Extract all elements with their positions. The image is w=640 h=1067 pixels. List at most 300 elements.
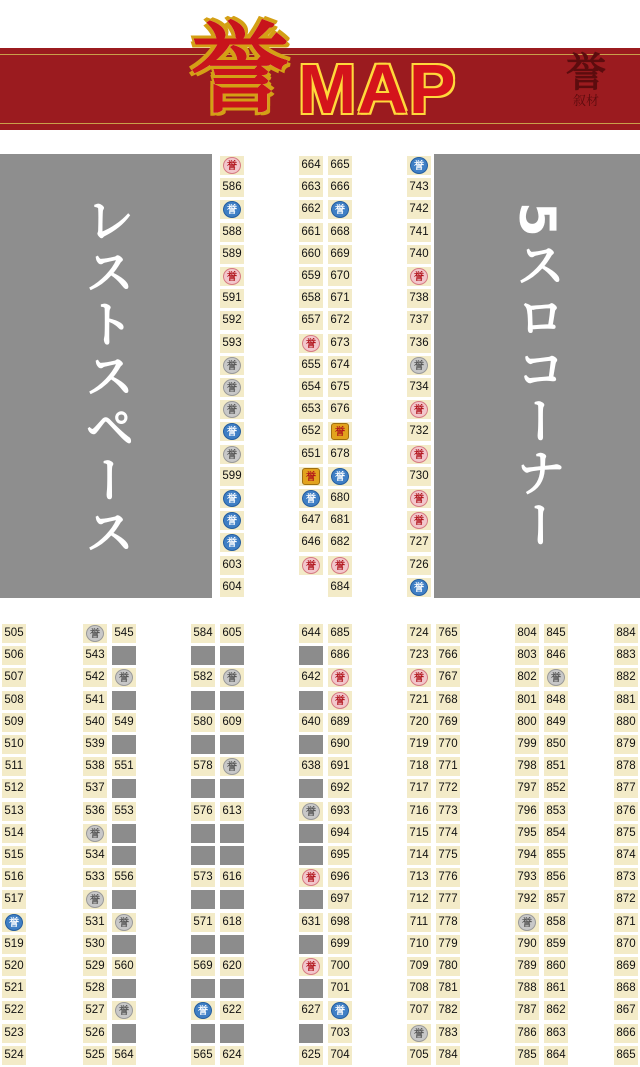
machine-571[interactable]: 571 xyxy=(191,913,215,932)
red-badge-icon[interactable] xyxy=(328,691,352,710)
machine-642[interactable]: 642 xyxy=(299,668,323,687)
machine-803[interactable]: 803 xyxy=(515,646,539,665)
machine-658[interactable]: 658 xyxy=(299,289,323,308)
silver-badge-icon[interactable] xyxy=(112,668,136,687)
red-badge-icon[interactable] xyxy=(299,957,323,976)
machine-508[interactable]: 508 xyxy=(2,691,26,710)
machine-526[interactable]: 526 xyxy=(83,1024,107,1043)
machine-516[interactable]: 516 xyxy=(2,868,26,887)
machine-651[interactable]: 651 xyxy=(299,445,323,464)
machine-514[interactable]: 514 xyxy=(2,824,26,843)
machine-778[interactable]: 778 xyxy=(436,913,460,932)
machine-713[interactable]: 713 xyxy=(407,868,431,887)
machine-795[interactable]: 795 xyxy=(515,824,539,843)
machine-660[interactable]: 660 xyxy=(299,245,323,264)
machine-784[interactable]: 784 xyxy=(436,1046,460,1065)
machine-779[interactable]: 779 xyxy=(436,935,460,954)
machine-704[interactable]: 704 xyxy=(328,1046,352,1065)
machine-797[interactable]: 797 xyxy=(515,779,539,798)
machine-867[interactable]: 867 xyxy=(614,1001,638,1020)
machine-527[interactable]: 527 xyxy=(83,1001,107,1020)
machine-695[interactable]: 695 xyxy=(328,846,352,865)
silver-badge-icon[interactable] xyxy=(83,624,107,643)
machine-789[interactable]: 789 xyxy=(515,957,539,976)
machine-673[interactable]: 673 xyxy=(328,334,352,353)
machine-652[interactable]: 652 xyxy=(299,422,323,441)
machine-798[interactable]: 798 xyxy=(515,757,539,776)
machine-644[interactable]: 644 xyxy=(299,624,323,643)
machine-707[interactable]: 707 xyxy=(407,1001,431,1020)
machine-672[interactable]: 672 xyxy=(328,311,352,330)
machine-528[interactable]: 528 xyxy=(83,979,107,998)
machine-715[interactable]: 715 xyxy=(407,824,431,843)
machine-509[interactable]: 509 xyxy=(2,713,26,732)
machine-560[interactable]: 560 xyxy=(112,957,136,976)
machine-877[interactable]: 877 xyxy=(614,779,638,798)
blue-badge-icon[interactable] xyxy=(407,578,431,597)
red-badge-icon[interactable] xyxy=(407,668,431,687)
machine-794[interactable]: 794 xyxy=(515,846,539,865)
machine-768[interactable]: 768 xyxy=(436,691,460,710)
machine-666[interactable]: 666 xyxy=(328,178,352,197)
machine-678[interactable]: 678 xyxy=(328,445,352,464)
machine-793[interactable]: 793 xyxy=(515,868,539,887)
silver-badge-icon[interactable] xyxy=(112,913,136,932)
machine-510[interactable]: 510 xyxy=(2,735,26,754)
machine-854[interactable]: 854 xyxy=(544,824,568,843)
machine-882[interactable]: 882 xyxy=(614,668,638,687)
machine-680[interactable]: 680 xyxy=(328,489,352,508)
machine-697[interactable]: 697 xyxy=(328,890,352,909)
machine-712[interactable]: 712 xyxy=(407,890,431,909)
red-badge-icon[interactable] xyxy=(407,489,431,508)
stamp-kanji: 誉 xyxy=(566,49,606,96)
machine-684[interactable]: 684 xyxy=(328,578,352,597)
machine-529[interactable]: 529 xyxy=(83,957,107,976)
machine-696[interactable]: 696 xyxy=(328,868,352,887)
machine-699[interactable]: 699 xyxy=(328,935,352,954)
machine-653[interactable]: 653 xyxy=(299,400,323,419)
machine-692[interactable]: 692 xyxy=(328,779,352,798)
machine-734[interactable]: 734 xyxy=(407,378,431,397)
machine-846[interactable]: 846 xyxy=(544,646,568,665)
homare-badge-icon: 誉 xyxy=(331,468,349,485)
machine-775[interactable]: 775 xyxy=(436,846,460,865)
machine-584[interactable]: 584 xyxy=(191,624,215,643)
machine-513[interactable]: 513 xyxy=(2,802,26,821)
machine-766[interactable]: 766 xyxy=(436,646,460,665)
machine-710[interactable]: 710 xyxy=(407,935,431,954)
machine-865[interactable]: 865 xyxy=(614,1046,638,1065)
machine-519[interactable]: 519 xyxy=(2,935,26,954)
machine-646[interactable]: 646 xyxy=(299,533,323,552)
machine-861[interactable]: 861 xyxy=(544,979,568,998)
machine-689[interactable]: 689 xyxy=(328,713,352,732)
empty-slot xyxy=(112,735,136,754)
machine-724[interactable]: 724 xyxy=(407,624,431,643)
machine-719[interactable]: 719 xyxy=(407,735,431,754)
machine-586[interactable]: 586 xyxy=(220,178,244,197)
gold-badge-icon[interactable] xyxy=(328,422,352,441)
machine-655[interactable]: 655 xyxy=(299,356,323,375)
machine-686[interactable]: 686 xyxy=(328,646,352,665)
machine-855[interactable]: 855 xyxy=(544,846,568,865)
machine-862[interactable]: 862 xyxy=(544,1001,568,1020)
machine-530[interactable]: 530 xyxy=(83,935,107,954)
machine-774[interactable]: 774 xyxy=(436,824,460,843)
machine-783[interactable]: 783 xyxy=(436,1024,460,1043)
machine-674[interactable]: 674 xyxy=(328,356,352,375)
machine-871[interactable]: 871 xyxy=(614,913,638,932)
machine-542[interactable]: 542 xyxy=(83,668,107,687)
machine-864[interactable]: 864 xyxy=(544,1046,568,1065)
machine-852[interactable]: 852 xyxy=(544,779,568,798)
machine-742[interactable]: 742 xyxy=(407,200,431,219)
machine-681[interactable]: 681 xyxy=(328,511,352,530)
silver-badge-icon[interactable] xyxy=(220,757,244,776)
homare-badge-icon: 誉 xyxy=(410,669,428,686)
machine-507[interactable]: 507 xyxy=(2,668,26,687)
machine-804[interactable]: 804 xyxy=(515,624,539,643)
machine-785[interactable]: 785 xyxy=(515,1046,539,1065)
homare-badge-icon: 誉 xyxy=(223,401,241,418)
machine-743[interactable]: 743 xyxy=(407,178,431,197)
machine-580[interactable]: 580 xyxy=(191,713,215,732)
machine-792[interactable]: 792 xyxy=(515,890,539,909)
machine-860[interactable]: 860 xyxy=(544,957,568,976)
machine-736[interactable]: 736 xyxy=(407,334,431,353)
homare-badge-icon: 誉 xyxy=(410,579,428,596)
machine-671[interactable]: 671 xyxy=(328,289,352,308)
machine-765[interactable]: 765 xyxy=(436,624,460,643)
machine-767[interactable]: 767 xyxy=(436,668,460,687)
machine-663[interactable]: 663 xyxy=(299,178,323,197)
machine-780[interactable]: 780 xyxy=(436,957,460,976)
blue-badge-icon[interactable] xyxy=(328,467,352,486)
machine-777[interactable]: 777 xyxy=(436,890,460,909)
machine-781[interactable]: 781 xyxy=(436,979,460,998)
machine-618[interactable]: 618 xyxy=(220,913,244,932)
machine-853[interactable]: 853 xyxy=(544,802,568,821)
red-badge-icon[interactable] xyxy=(407,267,431,286)
red-badge-icon[interactable] xyxy=(299,556,323,575)
machine-549[interactable]: 549 xyxy=(112,713,136,732)
machine-796[interactable]: 796 xyxy=(515,802,539,821)
machine-884[interactable]: 884 xyxy=(614,624,638,643)
machine-543[interactable]: 543 xyxy=(83,646,107,665)
machine-670[interactable]: 670 xyxy=(328,267,352,286)
machine-709[interactable]: 709 xyxy=(407,957,431,976)
machine-875[interactable]: 875 xyxy=(614,824,638,843)
blue-badge-icon[interactable] xyxy=(328,1001,352,1020)
machine-741[interactable]: 741 xyxy=(407,223,431,242)
homare-badge-icon: 誉 xyxy=(86,891,104,908)
machine-721[interactable]: 721 xyxy=(407,691,431,710)
machine-776[interactable]: 776 xyxy=(436,868,460,887)
machine-624[interactable]: 624 xyxy=(220,1046,244,1065)
machine-849[interactable]: 849 xyxy=(544,713,568,732)
machine-657[interactable]: 657 xyxy=(299,311,323,330)
machine-708[interactable]: 708 xyxy=(407,979,431,998)
machine-868[interactable]: 868 xyxy=(614,979,638,998)
machine-592[interactable]: 592 xyxy=(220,311,244,330)
machine-625[interactable]: 625 xyxy=(299,1046,323,1065)
machine-773[interactable]: 773 xyxy=(436,802,460,821)
machine-723[interactable]: 723 xyxy=(407,646,431,665)
machine-873[interactable]: 873 xyxy=(614,868,638,887)
silver-badge-icon[interactable] xyxy=(220,378,244,397)
machine-538[interactable]: 538 xyxy=(83,757,107,776)
homare-badge-icon: 誉 xyxy=(410,1025,428,1042)
machine-870[interactable]: 870 xyxy=(614,935,638,954)
machine-553[interactable]: 553 xyxy=(112,802,136,821)
machine-664[interactable]: 664 xyxy=(299,156,323,175)
machine-705[interactable]: 705 xyxy=(407,1046,431,1065)
machine-564[interactable]: 564 xyxy=(112,1046,136,1065)
machine-880[interactable]: 880 xyxy=(614,713,638,732)
silver-badge-icon[interactable] xyxy=(220,445,244,464)
machine-588[interactable]: 588 xyxy=(220,223,244,242)
machine-593[interactable]: 593 xyxy=(220,334,244,353)
machine-726[interactable]: 726 xyxy=(407,556,431,575)
machine-565[interactable]: 565 xyxy=(191,1046,215,1065)
machine-582[interactable]: 582 xyxy=(191,668,215,687)
machine-859[interactable]: 859 xyxy=(544,935,568,954)
machine-858[interactable]: 858 xyxy=(544,913,568,932)
machine-772[interactable]: 772 xyxy=(436,779,460,798)
machine-675[interactable]: 675 xyxy=(328,378,352,397)
machine-876[interactable]: 876 xyxy=(614,802,638,821)
empty-slot xyxy=(220,779,244,798)
blue-badge-icon[interactable] xyxy=(220,422,244,441)
machine-533[interactable]: 533 xyxy=(83,868,107,887)
silver-badge-icon[interactable] xyxy=(83,890,107,909)
machine-631[interactable]: 631 xyxy=(299,913,323,932)
machine-603[interactable]: 603 xyxy=(220,556,244,575)
silver-badge-icon[interactable] xyxy=(299,802,323,821)
homare-badge-icon: 誉 xyxy=(410,157,428,174)
machine-511[interactable]: 511 xyxy=(2,757,26,776)
machine-647[interactable]: 647 xyxy=(299,511,323,530)
machine-517[interactable]: 517 xyxy=(2,890,26,909)
empty-slot xyxy=(220,1024,244,1043)
machine-770[interactable]: 770 xyxy=(436,735,460,754)
blue-badge-icon[interactable] xyxy=(299,489,323,508)
machine-694[interactable]: 694 xyxy=(328,824,352,843)
red-badge-icon[interactable] xyxy=(220,267,244,286)
machine-771[interactable]: 771 xyxy=(436,757,460,776)
slot-corner-area xyxy=(434,154,640,598)
machine-866[interactable]: 866 xyxy=(614,1024,638,1043)
machine-609[interactable]: 609 xyxy=(220,713,244,732)
machine-786[interactable]: 786 xyxy=(515,1024,539,1043)
machine-616[interactable]: 616 xyxy=(220,868,244,887)
machine-613[interactable]: 613 xyxy=(220,802,244,821)
machine-801[interactable]: 801 xyxy=(515,691,539,710)
machine-703[interactable]: 703 xyxy=(328,1024,352,1043)
machine-848[interactable]: 848 xyxy=(544,691,568,710)
blue-badge-icon[interactable] xyxy=(220,533,244,552)
machine-640[interactable]: 640 xyxy=(299,713,323,732)
machine-536[interactable]: 536 xyxy=(83,802,107,821)
empty-slot xyxy=(112,846,136,865)
machine-850[interactable]: 850 xyxy=(544,735,568,754)
silver-badge-icon[interactable] xyxy=(515,913,539,932)
machine-520[interactable]: 520 xyxy=(2,957,26,976)
machine-525[interactable]: 525 xyxy=(83,1046,107,1065)
machine-521[interactable]: 521 xyxy=(2,979,26,998)
machine-788[interactable]: 788 xyxy=(515,979,539,998)
machine-737[interactable]: 737 xyxy=(407,311,431,330)
machine-654[interactable]: 654 xyxy=(299,378,323,397)
machine-622[interactable]: 622 xyxy=(220,1001,244,1020)
silver-badge-icon[interactable] xyxy=(83,824,107,843)
machine-693[interactable]: 693 xyxy=(328,802,352,821)
gold-badge-icon[interactable] xyxy=(299,467,323,486)
machine-523[interactable]: 523 xyxy=(2,1024,26,1043)
silver-badge-icon[interactable] xyxy=(220,668,244,687)
machine-883[interactable]: 883 xyxy=(614,646,638,665)
homare-badge-icon: 誉 xyxy=(86,825,104,842)
machine-506[interactable]: 506 xyxy=(2,646,26,665)
machine-878[interactable]: 878 xyxy=(614,757,638,776)
silver-badge-icon[interactable] xyxy=(220,356,244,375)
machine-524[interactable]: 524 xyxy=(2,1046,26,1065)
red-badge-icon[interactable] xyxy=(407,445,431,464)
machine-545[interactable]: 545 xyxy=(112,624,136,643)
machine-576[interactable]: 576 xyxy=(191,802,215,821)
machine-720[interactable]: 720 xyxy=(407,713,431,732)
machine-691[interactable]: 691 xyxy=(328,757,352,776)
machine-787[interactable]: 787 xyxy=(515,1001,539,1020)
machine-505[interactable]: 505 xyxy=(2,624,26,643)
machine-556[interactable]: 556 xyxy=(112,868,136,887)
machine-700[interactable]: 700 xyxy=(328,957,352,976)
machine-591[interactable]: 591 xyxy=(220,289,244,308)
machine-690[interactable]: 690 xyxy=(328,735,352,754)
machine-701[interactable]: 701 xyxy=(328,979,352,998)
machine-540[interactable]: 540 xyxy=(83,713,107,732)
red-badge-icon[interactable] xyxy=(299,868,323,887)
machine-573[interactable]: 573 xyxy=(191,868,215,887)
red-badge-icon[interactable] xyxy=(328,668,352,687)
machine-682[interactable]: 682 xyxy=(328,533,352,552)
silver-badge-icon[interactable] xyxy=(407,1024,431,1043)
machine-665[interactable]: 665 xyxy=(328,156,352,175)
machine-881[interactable]: 881 xyxy=(614,691,638,710)
machine-638[interactable]: 638 xyxy=(299,757,323,776)
machine-541[interactable]: 541 xyxy=(83,691,107,710)
machine-534[interactable]: 534 xyxy=(83,846,107,865)
machine-537[interactable]: 537 xyxy=(83,779,107,798)
machine-604[interactable]: 604 xyxy=(220,578,244,597)
blue-badge-icon[interactable] xyxy=(220,511,244,530)
machine-717[interactable]: 717 xyxy=(407,779,431,798)
machine-782[interactable]: 782 xyxy=(436,1001,460,1020)
machine-522[interactable]: 522 xyxy=(2,1001,26,1020)
machine-863[interactable]: 863 xyxy=(544,1024,568,1043)
red-badge-icon[interactable] xyxy=(407,511,431,530)
machine-711[interactable]: 711 xyxy=(407,913,431,932)
machine-845[interactable]: 845 xyxy=(544,624,568,643)
empty-slot xyxy=(220,691,244,710)
machine-714[interactable]: 714 xyxy=(407,846,431,865)
machine-802[interactable]: 802 xyxy=(515,668,539,687)
machine-790[interactable]: 790 xyxy=(515,935,539,954)
machine-669[interactable]: 669 xyxy=(328,245,352,264)
silver-badge-icon[interactable] xyxy=(544,668,568,687)
machine-872[interactable]: 872 xyxy=(614,890,638,909)
empty-slot xyxy=(299,824,323,843)
machine-531[interactable]: 531 xyxy=(83,913,107,932)
machine-769[interactable]: 769 xyxy=(436,713,460,732)
red-badge-icon[interactable] xyxy=(407,400,431,419)
machine-800[interactable]: 800 xyxy=(515,713,539,732)
machine-551[interactable]: 551 xyxy=(112,757,136,776)
machine-799[interactable]: 799 xyxy=(515,735,539,754)
red-badge-icon[interactable] xyxy=(328,556,352,575)
machine-539[interactable]: 539 xyxy=(83,735,107,754)
machine-869[interactable]: 869 xyxy=(614,957,638,976)
machine-569[interactable]: 569 xyxy=(191,957,215,976)
machine-727[interactable]: 727 xyxy=(407,533,431,552)
machine-856[interactable]: 856 xyxy=(544,868,568,887)
blue-badge-icon[interactable] xyxy=(220,200,244,219)
machine-668[interactable]: 668 xyxy=(328,223,352,242)
machine-685[interactable]: 685 xyxy=(328,624,352,643)
machine-730[interactable]: 730 xyxy=(407,467,431,486)
empty-slot xyxy=(299,691,323,710)
machine-851[interactable]: 851 xyxy=(544,757,568,776)
machine-662[interactable]: 662 xyxy=(299,200,323,219)
red-badge-icon[interactable] xyxy=(299,334,323,353)
machine-578[interactable]: 578 xyxy=(191,757,215,776)
machine-716[interactable]: 716 xyxy=(407,802,431,821)
machine-661[interactable]: 661 xyxy=(299,223,323,242)
silver-badge-icon[interactable] xyxy=(407,356,431,375)
empty-slot xyxy=(220,935,244,954)
machine-879[interactable]: 879 xyxy=(614,735,638,754)
blue-badge-icon[interactable] xyxy=(2,913,26,932)
machine-599[interactable]: 599 xyxy=(220,467,244,486)
machine-589[interactable]: 589 xyxy=(220,245,244,264)
machine-620[interactable]: 620 xyxy=(220,957,244,976)
machine-732[interactable]: 732 xyxy=(407,422,431,441)
machine-718[interactable]: 718 xyxy=(407,757,431,776)
silver-badge-icon[interactable] xyxy=(220,400,244,419)
machine-857[interactable]: 857 xyxy=(544,890,568,909)
machine-515[interactable]: 515 xyxy=(2,846,26,865)
machine-740[interactable]: 740 xyxy=(407,245,431,264)
empty-slot xyxy=(191,890,215,909)
machine-738[interactable]: 738 xyxy=(407,289,431,308)
machine-627[interactable]: 627 xyxy=(299,1001,323,1020)
machine-676[interactable]: 676 xyxy=(328,400,352,419)
machine-874[interactable]: 874 xyxy=(614,846,638,865)
red-badge-icon[interactable] xyxy=(220,156,244,175)
empty-slot xyxy=(191,979,215,998)
machine-512[interactable]: 512 xyxy=(2,779,26,798)
machine-698[interactable]: 698 xyxy=(328,913,352,932)
blue-badge-icon[interactable] xyxy=(220,489,244,508)
homare-badge-icon: 誉 xyxy=(410,490,428,507)
blue-badge-icon[interactable] xyxy=(328,200,352,219)
machine-659[interactable]: 659 xyxy=(299,267,323,286)
machine-605[interactable]: 605 xyxy=(220,624,244,643)
silver-badge-icon[interactable] xyxy=(112,1001,136,1020)
blue-badge-icon[interactable] xyxy=(191,1001,215,1020)
blue-badge-icon[interactable] xyxy=(407,156,431,175)
